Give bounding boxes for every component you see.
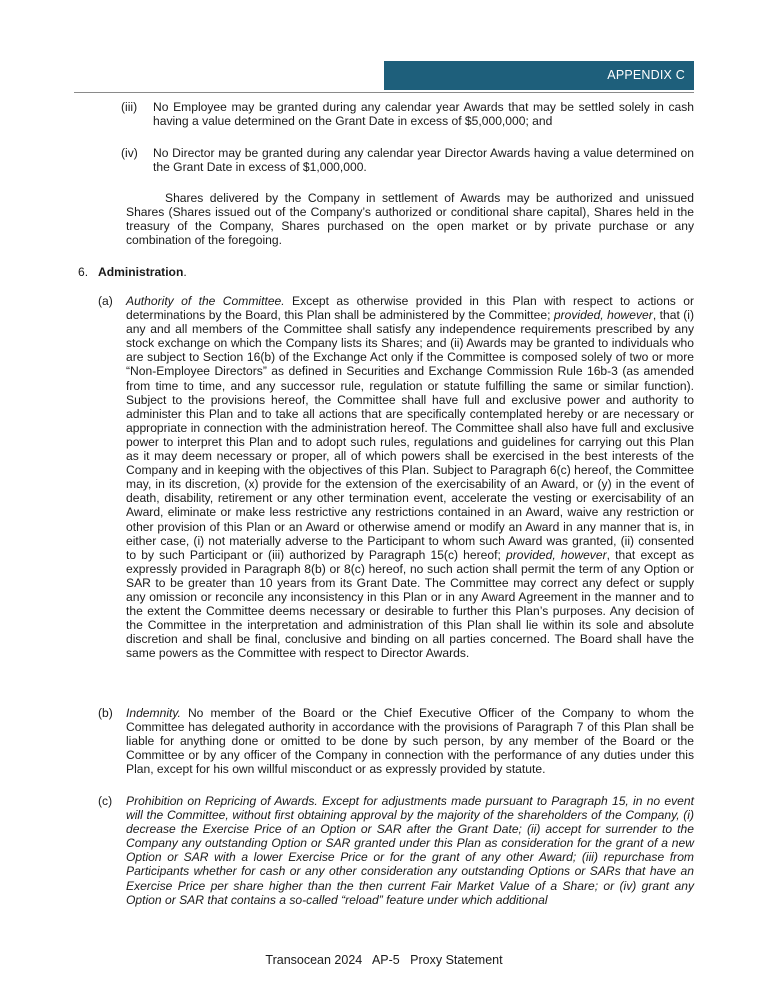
subsection-a-proviso-2: provided, however	[505, 547, 607, 562]
subsection-a-heading: Authority of the Committee.	[126, 294, 285, 308]
appendix-label: APPENDIX C	[607, 68, 685, 82]
subsection-a-text-1: Except as otherwise provided in this Plan with respect to actions or determinations by the Board, this Plan shall be administered by the Committee;	[126, 294, 695, 323]
section-title: Administration	[98, 265, 184, 279]
limit-item-iv: No Director may be granted during any calendar year Director Awards having a value determined on the Grant Date in excess of $1,000,000.	[153, 146, 694, 175]
appendix-header-band	[384, 61, 694, 90]
subsection-b-heading: Indemnity.	[126, 706, 181, 720]
limit-number-iii: (iii)	[121, 100, 138, 114]
limit-item-iii: No Employee may be granted during any calendar year Awards that may be settled solely in cash having a value determined on the Grant Date in excess of $5,000,000; and	[153, 100, 694, 129]
section-number: 6.	[78, 265, 89, 279]
subsection-a-text-3: , that except as expressly provided in Paragraph 8(b) or 8(c) hereof, no such action shall permit the term of any Option or SAR to be greater than 10 years from its Grant Date. The Committee may correct any defect or supply any omission or reconcile any inconsistency in this Plan or in any Award Agreement in the manner and to the extent the Committee deems necessary or desirable to further this Plan’s purposes. Any decision of the Committee in the interpretation and administration of this Plan shall lie within its sole and absolute discretion and shall be final, conclusive and binding on all parties concerned. The Board shall have the same powers as the Committee with respect to Director Awards.	[126, 547, 694, 661]
subsection-c-text: Except for adjustments made pursuant to Paragraph 15, in no event will the Committee, without first obtaining approval by the majority of the shareholders of the Company, (i) decrease the Exercise Price of an Option or SAR after the Grant Date; (ii) accept for surrender to the Company any outstanding Option or SAR granted under this Plan as consideration for the grant of a new Option or SAR with a lower Exercise Price or for the grant of any other Award; (iii) repurchase from Participants whether for cash or any other consideration any outstanding Options or SARs that have an Exercise Price per share higher than the then current Fair Market Value of a Share; or (iv) grant any Option or SAR that contains a so-called “reload” feature under which additional	[126, 794, 694, 907]
section-title-period: .	[183, 265, 187, 279]
subsection-c-number: (c)	[98, 794, 113, 808]
header-divider	[74, 92, 694, 93]
subsection-b-number: (b)	[98, 706, 113, 720]
limit-number-iv: (iv)	[121, 146, 138, 160]
subsection-c-paragraph	[126, 794, 694, 907]
page-footer: Transocean 2024 AP-5 Proxy Statement	[265, 953, 503, 967]
subsection-b-text: No member of the Board or the Chief Executive Officer of the Company to whom the Committee has delegated authority in accordance with the provisions of Paragraph 7 of this Plan shall be liable for anything done or omitted to be done by such person, by any member of the Board or the Committee or by any officer of the Company in connection with the performance of any duties under this Plan, except for his own willful misconduct or as expressly provided by statute.	[126, 706, 694, 777]
shares-delivery-paragraph: Shares delivered by the Company in settlement of Awards may be authorized and unissued Shares (Shares issued out of the Company’s authorized or conditional share capital), Shares held in the treasury of the Company, Shares purchased on the open market or by private purchase or any combination of the foregoing.	[126, 191, 694, 248]
subsection-c-heading: Prohibition on Repricing of Awards.	[126, 794, 318, 808]
subsection-b-paragraph	[126, 706, 694, 776]
section-heading	[98, 265, 187, 279]
subsection-a-paragraph	[126, 294, 694, 660]
subsection-a-proviso-1: provided, however	[553, 308, 653, 323]
subsection-a-text-2: , that (i) any and all members of the Committee shall satisfy any independence requirements prescribed by any stock exchange on which the Company lists its Shares; and (ii) Awards may be granted to individuals who are subject to Section 16(b) of the Exchange Act only if the Committee is composed solely of two or more “Non-Employee Directors” as defined in Securities and Exchange Commission Rule 16b-3 (as amended from time to time, and any successor rule, regulation or statute fulfilling the same or similar function). Subject to the provisions hereof, the Committee shall have full and exclusive power and authority to administer this Plan and to take all actions that are specifically contemplated hereby or are necessary or appropriate in connection with the administration hereof. The Committee shall also have full and exclusive power to interpret this Plan and to adopt such rules, regulations and guidelines for carrying out this Plan as it may deem necessary or proper, all of which powers shall be exercised in the best interests of the Company and in keeping with the objectives of this Plan. Subject to Paragraph 6(c) hereof, the Committee may, in its discretion, (x) provide for the extension of the exercisability of an Award, or (y) in the event of death, disability, retirement or any other termination event, accelerate the vesting or exercisability of an Award, eliminate or make less restrictive any restrictions contained in an Award, waive any restriction or other provision of this Plan or an Award or otherwise amend or modify an Award in any manner that is, in either case, (i) not materially adverse to the Participant to whom such Award was granted, (ii) consented to by such Participant or (iii) authorized by Paragraph 15(c) hereof;	[126, 308, 694, 562]
subsection-a-number: (a)	[98, 294, 113, 308]
